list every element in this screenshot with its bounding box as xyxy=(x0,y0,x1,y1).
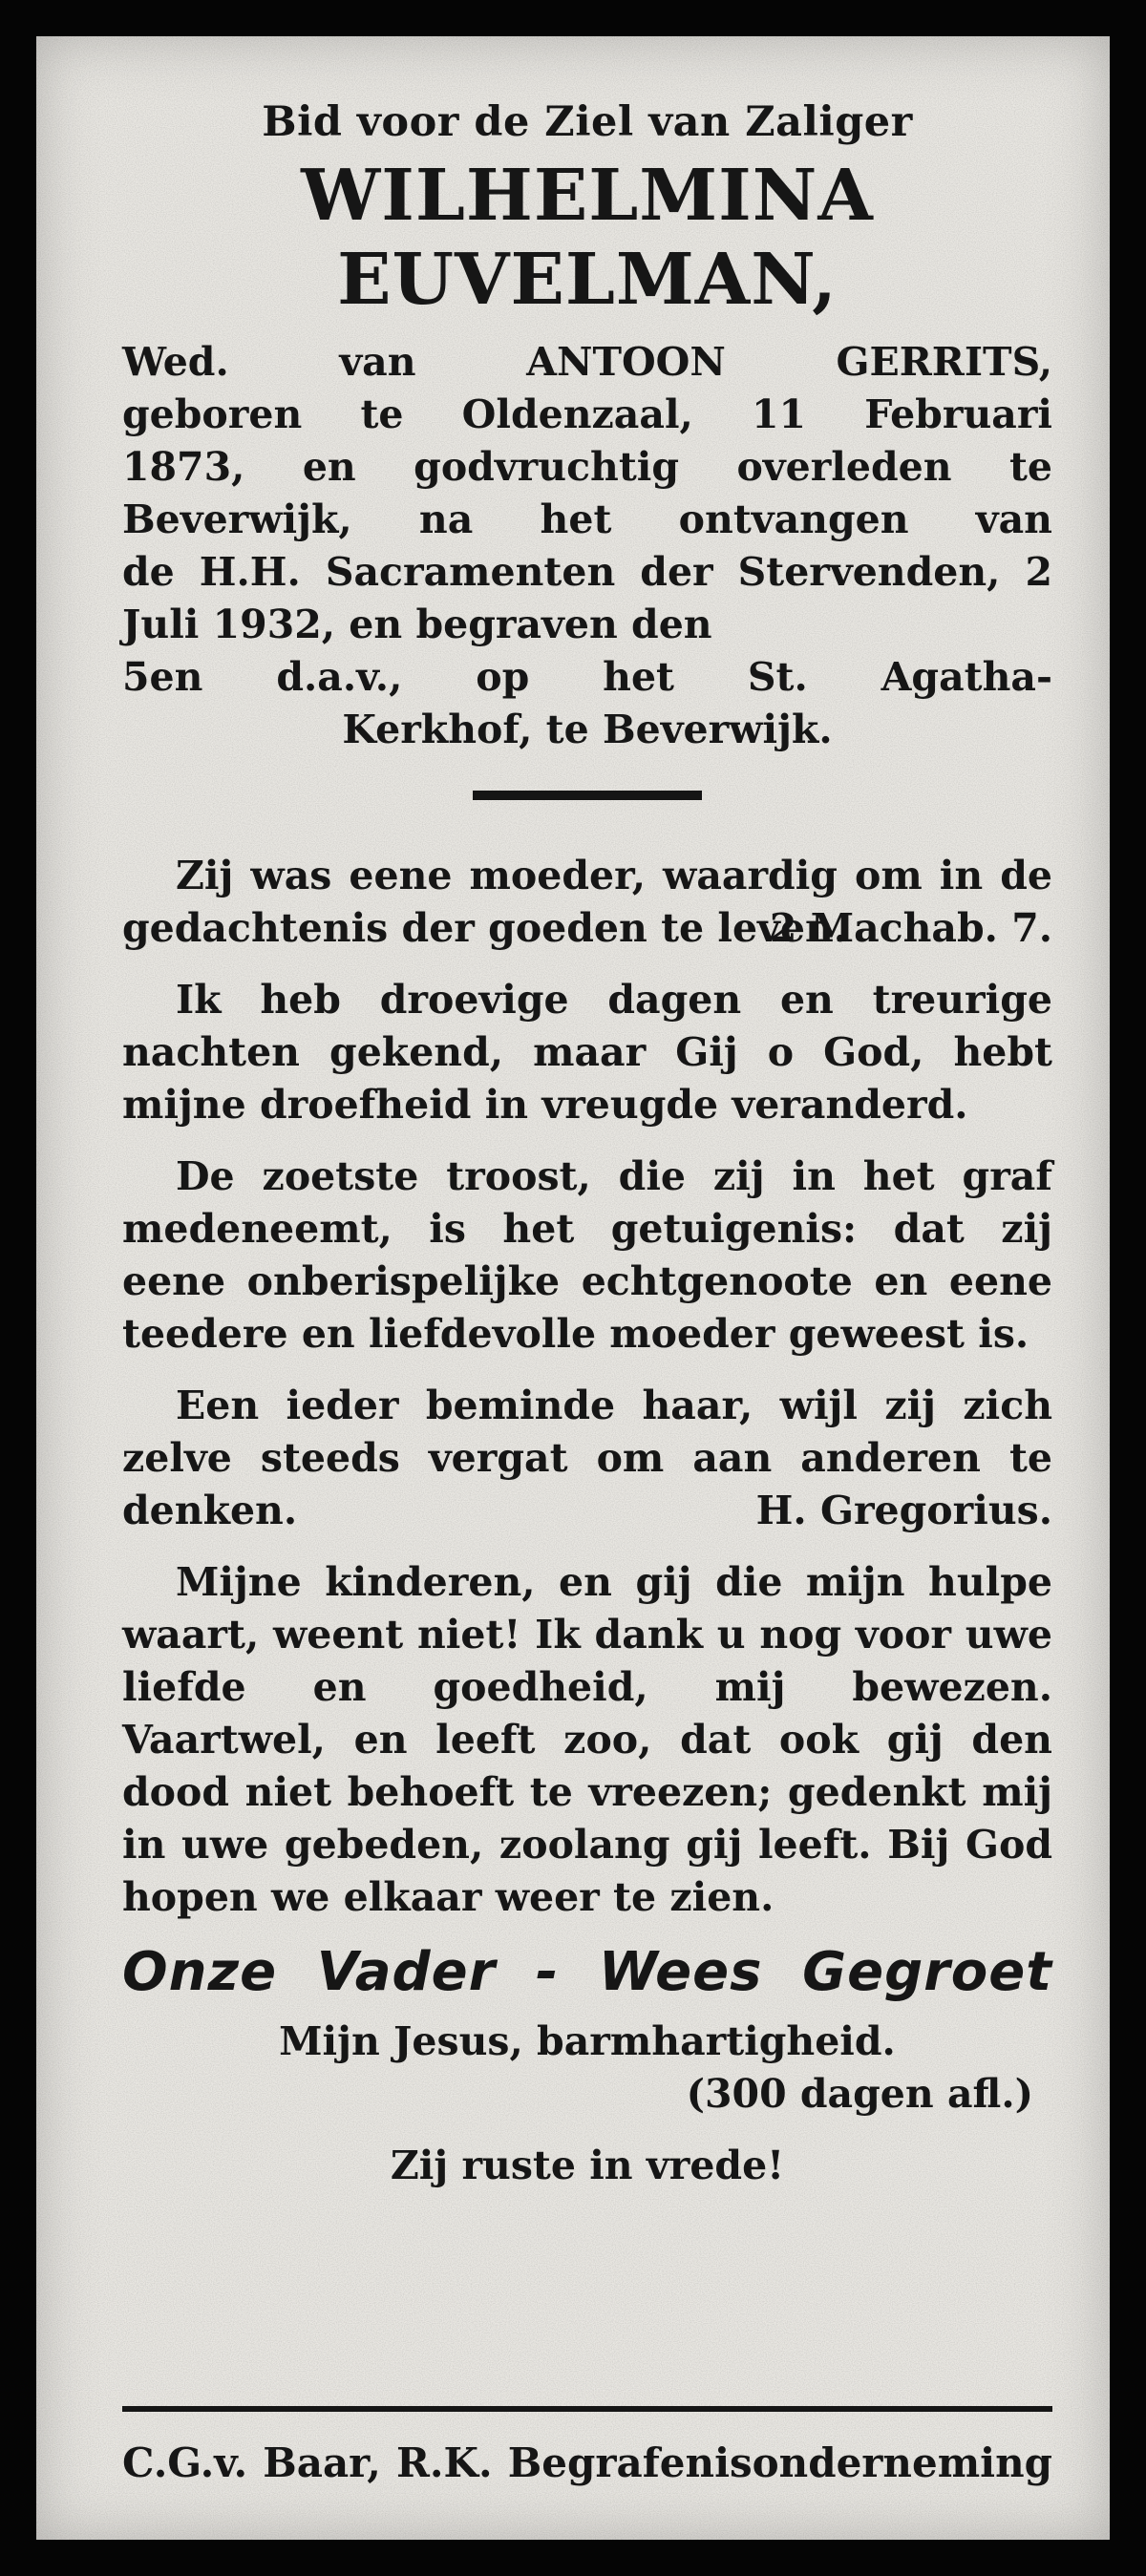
quote-1 xyxy=(122,850,1052,955)
undertaker-footer: C.G.v. Baar, R.K. Begrafenisonderneming xyxy=(122,2439,1052,2486)
prayer-line: Onze Vader - Wees Gegroet xyxy=(122,1941,1052,2003)
quote-4-source: H. Gregorius. xyxy=(755,1488,1052,1533)
header-text: Bid voor de Ziel van Zaliger xyxy=(262,98,913,146)
bio-line-buried: 5en d.a.v., op het St. Agatha- xyxy=(122,654,1052,700)
quote-4-text: Een ieder beminde haar, wijl zij zich zelve steeds vergat om aan anderen te denken. xyxy=(122,1383,1052,1533)
memorial-card xyxy=(36,36,1110,2540)
separator-rule xyxy=(473,791,702,800)
bio-line-died: 1873, en godvruchtig overleden te xyxy=(122,444,1052,490)
bio-line-sacraments: de H.H. Sacramenten der Stervenden, 2 Juli 1932, en begraven den xyxy=(122,549,1052,647)
deceased-last-name: EUVELMAN, xyxy=(337,239,838,321)
indulgence-prayer: Mijn Jesus, barmhartigheid. xyxy=(279,2018,896,2064)
bio-line-place: Beverwijk, na het ontvangen van xyxy=(122,496,1052,542)
indulgence xyxy=(122,2016,1052,2121)
quote-1-text: Zij was eene moeder, waardig om in de gedachtenis der goeden te leven. xyxy=(122,853,1052,951)
rest-in-peace: Zij ruste in vrede! xyxy=(390,2143,785,2188)
quotes xyxy=(122,850,1052,1924)
bio-line-widow: Wed. van ANTOON GERRITS, xyxy=(122,339,1052,385)
quote-4 xyxy=(122,1380,1052,1537)
indulgence-days: (300 dagen afl.) xyxy=(686,2071,1033,2117)
quote-3-text: De zoetste troost, die zij in het graf medeneemt, is het getuigenis: dat zij eene onberispelijke echtgenoote en eene teedere en liefdevolle moeder geweest is. xyxy=(122,1153,1052,1357)
card-content xyxy=(122,53,1052,2192)
quote-1-source: 2 Machab. 7. xyxy=(769,905,1052,951)
biography xyxy=(122,336,1052,756)
footer-rule xyxy=(122,2406,1052,2412)
bio-line-cemetery: Kerkhof, te Beverwijk. xyxy=(342,707,833,752)
quote-2-text: Ik heb droevige dagen en treurige nachten gekend, maar Gij o God, hebt mijne droefheid in vreugde veranderd. xyxy=(122,977,1052,1128)
deceased-first-name: WILHELMINA xyxy=(301,155,874,237)
bio-line-born: geboren te Oldenzaal, 11 Februari xyxy=(122,391,1052,437)
quote-5-text: Mijne kinderen, en gij die mijn hulpe waart, weent niet! Ik dank u nog voor uwe liefde en goedheid, mij bewezen. Vaartwel, en leeft zoo, dat ook gij den dood niet behoeft te vreezen; gedenkt mij in uwe gebeden, zoolang gij leeft. Bij God hopen we elkaar weer te zien. xyxy=(122,1559,1052,1920)
